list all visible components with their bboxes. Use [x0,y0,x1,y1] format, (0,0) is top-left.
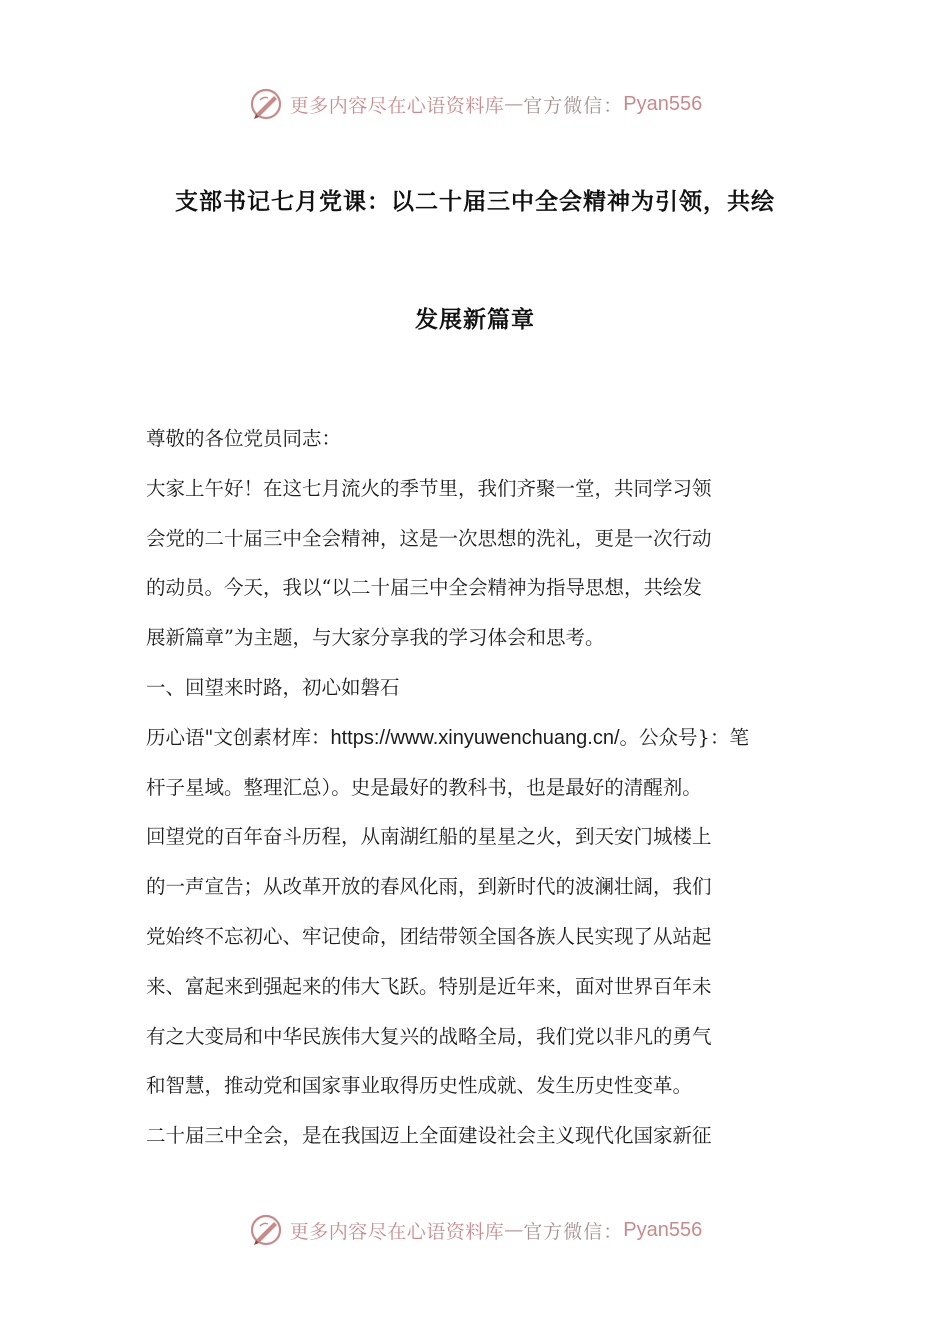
body-line: 展新篇章”为主题，与大家分享我的学习体会和思考。 [146,626,605,650]
banner-wechat-id: Pyan556 [623,1218,703,1241]
body-line: 的一声宣告；从改革开放的春风化雨，到新时代的波澜壮阔，我们 [146,875,712,899]
body-line: 二十届三中全会，是在我国迈上全面建设社会主义现代化国家新征 [146,1124,712,1148]
body-line: 杆子星域。整理汇总）。史是最好的教科书，也是最好的清醒剂。 [146,775,702,799]
body-line: 的动员。今天，我以“以二十届三中全会精神为指导思想，共绘发 [146,576,702,600]
document-title-line-2: 发展新篇章 [415,307,535,333]
url-suffix-text: 。公众号}：笔 [619,725,749,749]
body-line: 和智慧，推动党和国家事业取得历史性成就、发生历史性变革。 [146,1074,693,1098]
banner-text: 更多内容尽在心语资料库 [289,94,505,117]
body-line: 大家上午好！在这七月流火的季节里，我们齐聚一堂，共同学习领 [146,476,712,500]
footer-watermark-banner [0,1208,950,1252]
header-watermark-banner [0,82,950,126]
body-line: 党始终不忘初心、牢记使命，团结带领全国各族人民实现了从站起 [146,924,712,948]
banner-wechat-label: 官方微信： [523,94,624,117]
banner-separator: — [504,93,524,115]
body-line: 会党的二十届三中全会精神，这是一次思想的洗礼，更是一次行动 [146,526,712,550]
body-line: 尊敬的各位党员同志： [146,427,342,450]
banner-text: 更多内容尽在心语资料库 [289,1220,505,1243]
pen-logo-icon [248,1212,284,1248]
url-prefix-text: 历心语"文创素材库： [146,725,331,749]
body-line: 有之大变局和中华民族伟大复兴的战略全局，我们党以非凡的勇气 [146,1024,712,1048]
url-text: https://www.xinyuwenchuang.cn/ [330,726,620,749]
section-heading: 一、回望来时路，初心如磐石 [146,675,400,699]
pen-logo-icon [248,86,284,122]
body-line-with-url [146,713,806,763]
body-line: 回望党的百年奋斗历程，从南湖红船的星星之火，到天安门城楼上 [146,825,712,849]
body-line: 来、富起来到强起来的伟大飞跃。特别是近年来，面对世界百年未 [146,974,712,998]
banner-separator: — [504,1219,524,1241]
banner-wechat-id: Pyan556 [623,92,703,115]
document-title-line-1: 支部书记七月党课：以二十届三中全会精神为引领，共绘 [175,189,775,215]
banner-wechat-label: 官方微信： [523,1220,624,1243]
document-body [146,414,806,1161]
